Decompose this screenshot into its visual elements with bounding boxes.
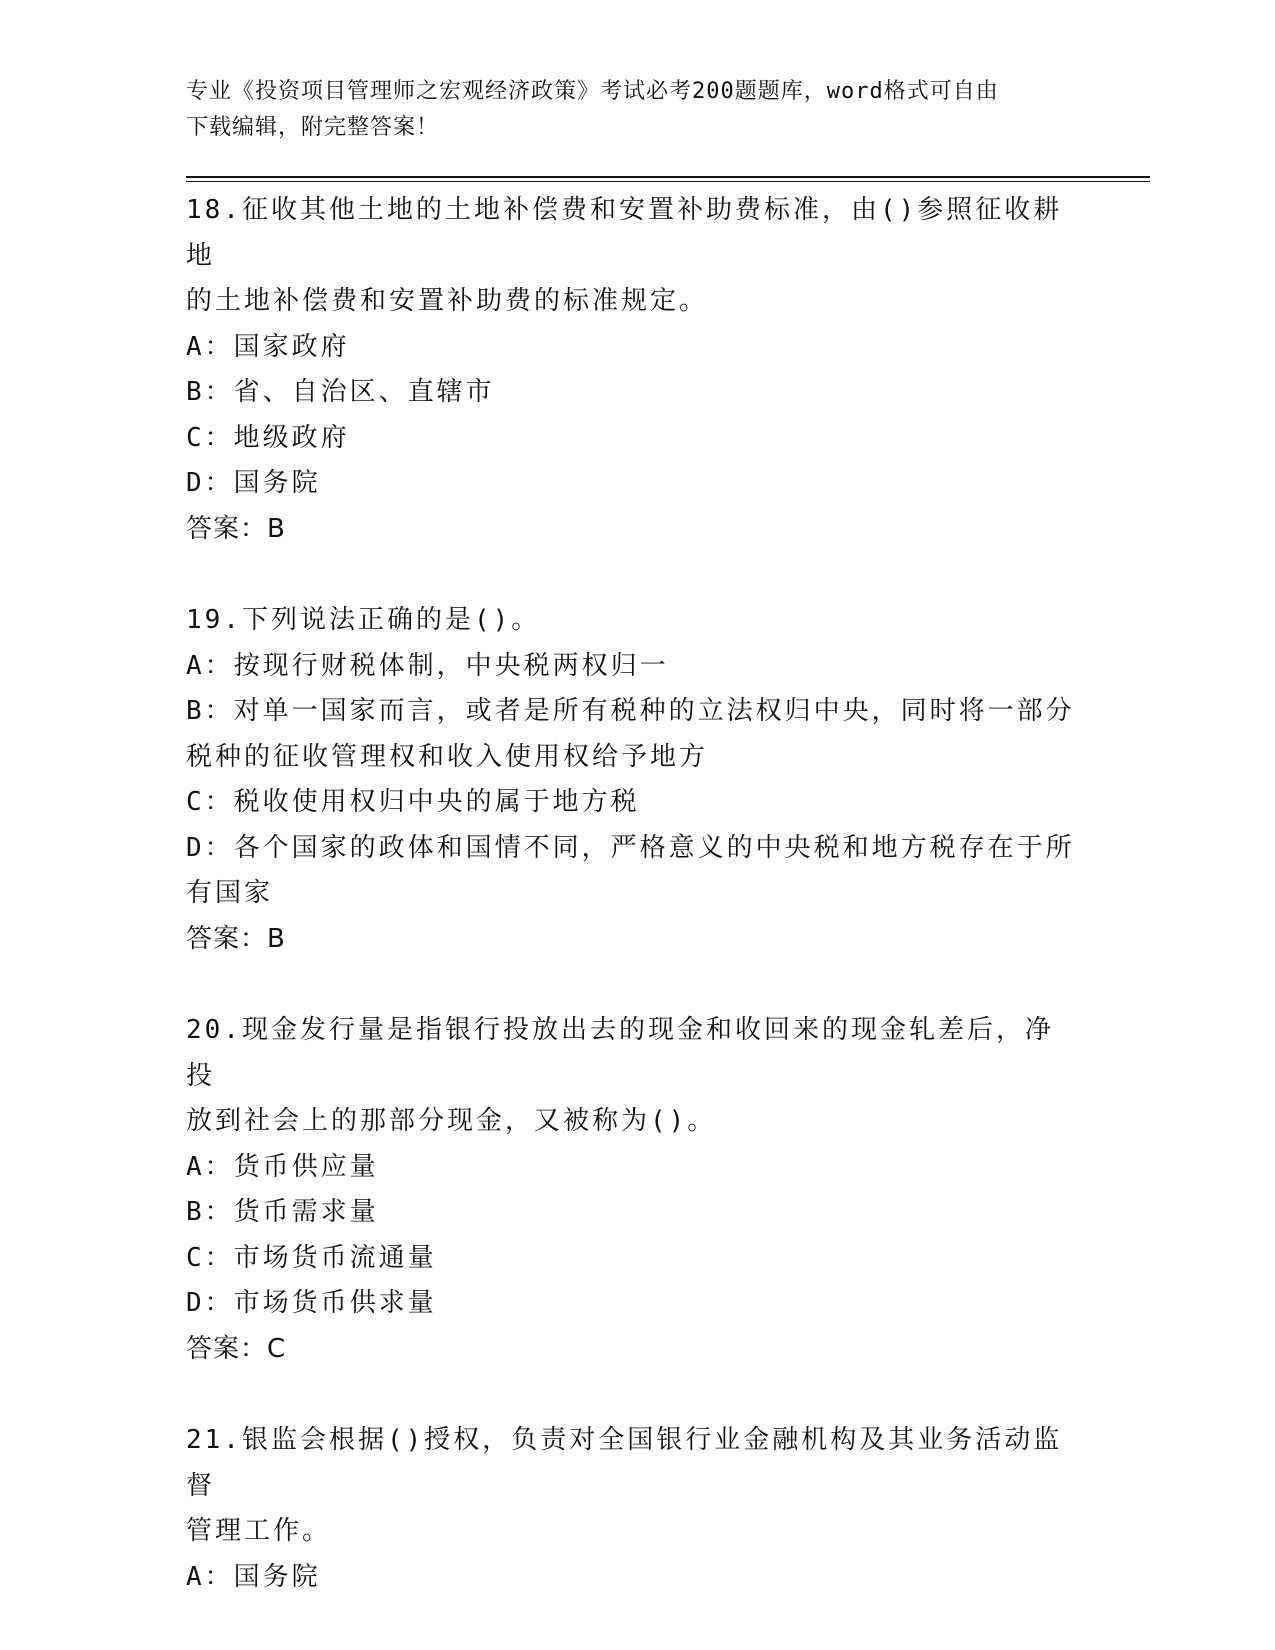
answer-line: 答案：B <box>186 923 286 954</box>
header-divider-thin <box>186 181 1150 182</box>
header-divider-thick <box>186 176 1150 178</box>
option-a: A：货币供应量 <box>186 1151 379 1182</box>
question-stem-line: 20.现金发行量是指银行投放出去的现金和收回来的现金轧差后，净投 <box>186 1015 1054 1091</box>
option-a: A：国务院 <box>186 1561 321 1592</box>
question-18 <box>186 188 1076 552</box>
question-stem-line: 的土地补偿费和安置补助费的标准规定。 <box>186 286 709 316</box>
option-b: B：省、自治区、直辖市 <box>186 377 495 407</box>
option-c: C：地级政府 <box>186 422 350 453</box>
question-stem-line: 19.下列说法正确的是()。 <box>186 605 541 635</box>
option-c: C：市场货币流通量 <box>186 1242 437 1273</box>
question-stem-line: 放到社会上的那部分现金，又被称为()。 <box>186 1106 717 1136</box>
question-list <box>186 188 1076 1646</box>
option-a: A：国家政府 <box>186 331 350 362</box>
question-stem-line: 管理工作。 <box>186 1516 332 1546</box>
option-d-continued: 有国家 <box>186 878 274 908</box>
option-b: B：对单一国家而言，或者是所有税种的立法权归中央，同时将一部分 <box>186 696 1075 726</box>
answer-line: 答案：B <box>186 513 286 544</box>
option-d: D：各个国家的政体和国情不同，严格意义的中央税和地方税存在于所 <box>186 832 1075 863</box>
option-d: D：市场货币供求量 <box>186 1288 437 1318</box>
option-a: A：按现行财税体制，中央税两权归一 <box>186 650 669 681</box>
question-20 <box>186 1008 1076 1372</box>
option-d: D：国务院 <box>186 468 321 498</box>
header-line-1: 专业《投资项目管理师之宏观经济政策》考试必考200题题库，word格式可自由 <box>186 79 999 104</box>
option-c: C：税收使用权归中央的属于地方税 <box>186 787 640 817</box>
question-stem-line: 18.征收其他土地的土地补偿费和安置补助费标准，由()参照征收耕地 <box>186 195 1063 271</box>
answer-line: 答案：C <box>186 1333 287 1364</box>
option-b-continued: 税种的征收管理权和收入使用权给予地方 <box>186 741 709 772</box>
question-stem-line: 21.银监会根据()授权，负责对全国银行业金融机构及其业务活动监督 <box>186 1425 1063 1501</box>
option-b: B：货币需求量 <box>186 1197 379 1227</box>
document-header <box>186 74 1066 146</box>
question-19 <box>186 598 1076 962</box>
question-21 <box>186 1418 1076 1600</box>
header-line-2: 下载编辑，附完整答案！ <box>186 115 440 140</box>
